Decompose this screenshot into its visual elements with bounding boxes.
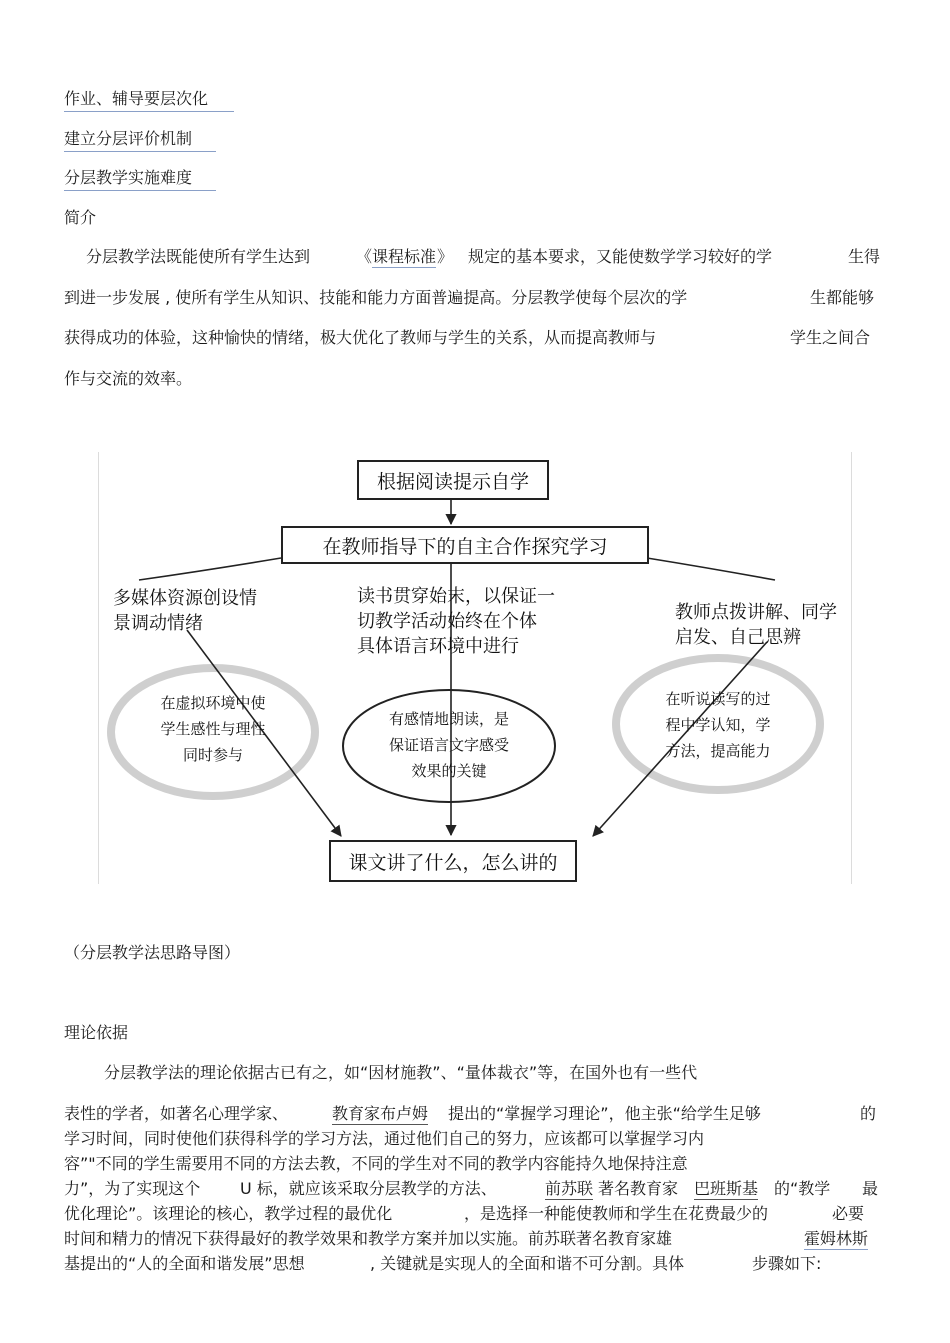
intro-line-2b: 生都能够 [810,288,875,307]
intro-line-4: 作与交流的效率。 [64,369,193,388]
intro-line-2a: 到进一步发展 , 使所有学生从知识、技能和能力方面普遍提高。分层教学使每个层次的学 [64,288,688,307]
second-box-label: 在教师指导下的自主合作探究学习 [322,535,608,558]
figure-caption: （分层教学法思路导图） [64,943,241,962]
link-former-soviet[interactable]: 前苏联 [545,1176,593,1200]
right-branch-line-2: 启发、自己思辨 [675,627,801,648]
left-ellipse-line-2: 学生感性与理性 [160,720,266,738]
left-ellipse-line-1: 在虚拟环境中使 [160,694,266,712]
top-box-label: 根据阅读提示自学 [376,470,529,493]
theory-line-4f: 的“教学 [774,1179,831,1198]
theory-line-3: 容”"不同的学生需要用不同的方法去教，不同的学生对不同的教学内容能持久地保持注意 [64,1154,688,1173]
flow-diagram-lines [99,452,851,884]
middle-ellipse-line-2: 保证语言文字感受 [388,736,509,754]
theory-line-4b: U 标，就应该采取分层教学的方法、 [240,1179,497,1198]
middle-branch-text [357,584,555,659]
link-curriculum-standard[interactable]: 课程标准 [372,244,436,268]
theory-line-7b: , 关键就是实现人的全面和谐不可分割。具体 [370,1254,685,1273]
intro-line-1f: 生得 [848,247,881,266]
theory-line-1a: 表性的学者，如著名心理学家、 [64,1104,289,1123]
intro-line-3b: 学生之间合 [790,328,871,347]
right-ellipse-line-2: 程中学认知，学 [665,716,771,734]
theory-line-7a: 基提出的“人的全面和谐发展”思想 [64,1254,305,1273]
second-box [281,526,649,564]
link-implementation-difficulty[interactable]: 分层教学实施难度 [64,165,216,191]
right-branch-text [675,600,837,650]
curve-to-left [139,558,281,580]
theory-line-4g: 最 [862,1179,879,1198]
right-ellipse-line-3: 方法，提高能力 [665,742,771,760]
link-layered-evaluation[interactable]: 建立分层评价机制 [64,126,216,152]
flow-diagram [98,452,852,884]
intro-line-1b: 《 [356,247,373,266]
theory-line-6a: 时间和精力的情况下获得最好的教学效果和教学方案并加以实施。前苏联著名教育家雄 [64,1229,673,1248]
theory-line-1c: 提出的“掌握学习理论”，他主张“给学生足够 [448,1104,761,1123]
theory-line-5c: 必要 [832,1204,865,1223]
theory-line-5a: 优化理论”。该理论的核心，教学过程的最优化 [64,1204,393,1223]
middle-ellipse-line-3: 效果的关键 [411,762,487,780]
intro-line-1a: 分层教学法既能使所有学生达到 [86,247,311,266]
link-homework-layering[interactable]: 作业、辅导要层次化 [64,86,234,112]
link-babansky[interactable]: 巴班斯基 [694,1176,758,1200]
middle-branch-line-1: 读书贯穿始末，以保证一 [357,586,555,607]
right-branch-line-1: 教师点拨讲解、同学 [675,602,837,623]
theory-para-1: 分层教学法的理论依据古已有之，如“因材施教”、“量体裁衣”等，在国外也有一些代 [104,1063,698,1082]
left-branch-line-2: 景调动情绪 [113,613,203,634]
curve-to-right [647,558,775,580]
link-sukhomlinsky[interactable]: 霍姆林斯 [804,1226,868,1250]
intro-line-3a: 获得成功的体验，这种愉快的情绪，极大优化了教师与学生的关系，从而提高教师与 [64,328,657,347]
theory-line-7c: 步骤如下: [752,1254,822,1273]
bottom-box-label: 课文讲了什么，怎么讲的 [348,851,558,874]
intro-line-1d: 》 [437,247,454,266]
link-bloom[interactable]: 教育家布卢姆 [332,1101,428,1125]
left-branch-line-1: 多媒体资源创设情 [113,588,257,609]
right-ellipse-line-1: 在听说读写的过 [665,690,771,708]
left-ellipse-line-3: 同时参与 [182,746,243,764]
theory-heading: 理论依据 [64,1023,129,1042]
theory-line-1d: 的 [860,1104,877,1123]
middle-branch-line-2: 切教学活动始终在个体 [357,611,537,632]
intro-line-1e: 规定的基本要求，又能使数学学习较好的学 [468,247,773,266]
theory-line-2: 学习时间，同时使他们获得科学的学习方法，通过他们自己的努力，应该都可以掌握学习内 [64,1129,705,1148]
left-ellipse-text [133,690,293,768]
middle-ellipse-text [367,706,531,784]
middle-branch-line-3: 具体语言环境中进行 [357,636,519,657]
bottom-box [329,840,577,882]
theory-line-5b: ，是选择一种能使教师和学生在花费最少的 [464,1204,769,1223]
middle-ellipse-line-1: 有感情地朗读，是 [388,710,509,728]
top-box [357,460,549,500]
intro-heading: 简介 [64,208,97,227]
theory-line-4d: 著名教育家 [598,1179,679,1198]
left-branch-text [113,586,257,636]
right-ellipse-text [643,686,793,764]
theory-line-4a: 力”，为了实现这个 [64,1179,201,1198]
